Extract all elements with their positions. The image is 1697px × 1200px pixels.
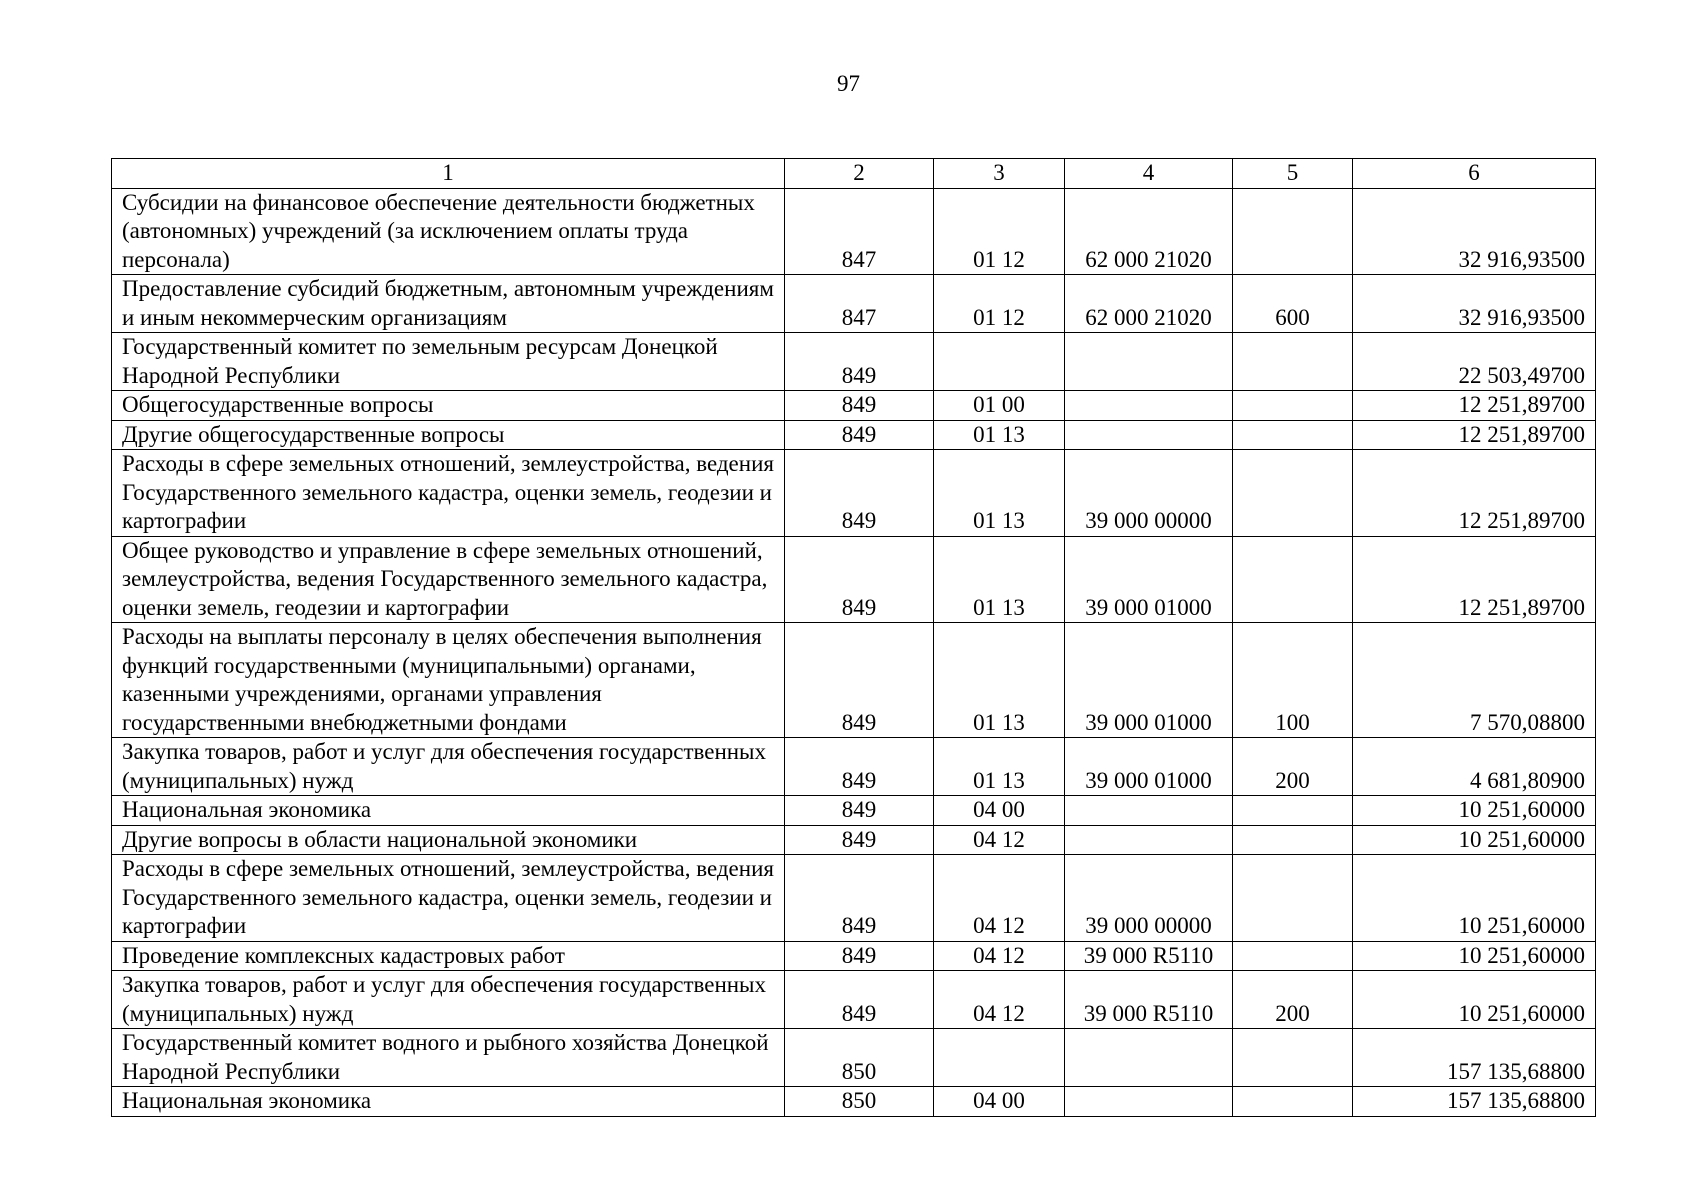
header-cell: 2 (785, 159, 934, 189)
table-row (112, 738, 1596, 796)
table-row (112, 275, 1596, 333)
amount-cell: 4 681,80900 (1353, 738, 1596, 796)
target-article-cell (1065, 796, 1233, 826)
table-row (112, 1029, 1596, 1087)
header-cell: 5 (1233, 159, 1353, 189)
target-article-cell: 39 000 R5110 (1065, 941, 1233, 971)
expense-type-cell (1233, 333, 1353, 391)
ministry-code-cell: 847 (785, 188, 934, 275)
target-article-cell: 39 000 00000 (1065, 450, 1233, 537)
table-body (112, 188, 1596, 1116)
ministry-code-cell: 849 (785, 825, 934, 855)
budget-table (111, 158, 1596, 1117)
target-article-cell: 39 000 00000 (1065, 855, 1233, 942)
amount-cell: 10 251,60000 (1353, 825, 1596, 855)
target-article-cell (1065, 825, 1233, 855)
table-row (112, 536, 1596, 623)
expense-type-cell (1233, 1087, 1353, 1117)
target-article-cell: 39 000 01000 (1065, 623, 1233, 738)
header-cell: 4 (1065, 159, 1233, 189)
section-code-cell: 01 12 (934, 188, 1065, 275)
ministry-code-cell: 847 (785, 275, 934, 333)
ministry-code-cell: 849 (785, 796, 934, 826)
target-article-cell (1065, 391, 1233, 421)
table-row (112, 188, 1596, 275)
section-code-cell: 01 00 (934, 391, 1065, 421)
table-row (112, 971, 1596, 1029)
item-name-cell: Другие вопросы в области национальной экономики (112, 825, 785, 855)
expense-type-cell (1233, 855, 1353, 942)
target-article-cell: 62 000 21020 (1065, 275, 1233, 333)
ministry-code-cell: 849 (785, 450, 934, 537)
section-code-cell: 04 12 (934, 855, 1065, 942)
section-code-cell: 04 12 (934, 825, 1065, 855)
item-name-cell: Государственный комитет водного и рыбного хозяйства Донецкой Народной Республики (112, 1029, 785, 1087)
header-cell: 6 (1353, 159, 1596, 189)
section-code-cell: 04 12 (934, 941, 1065, 971)
amount-cell: 12 251,89700 (1353, 420, 1596, 450)
expense-type-cell (1233, 450, 1353, 537)
expense-type-cell (1233, 188, 1353, 275)
expense-type-cell (1233, 941, 1353, 971)
item-name-cell: Расходы в сфере земельных отношений, землеустройства, ведения Государственного земельного кадастра, оценки земель, геодезии и картографии (112, 855, 785, 942)
expense-type-cell (1233, 796, 1353, 826)
item-name-cell: Расходы на выплаты персоналу в целях обеспечения выполнения функций государственными (муниципальными) органами, казенными учреждениями, органами управления государственными внебюджетными фондами (112, 623, 785, 738)
amount-cell: 10 251,60000 (1353, 796, 1596, 826)
amount-cell: 10 251,60000 (1353, 941, 1596, 971)
amount-cell: 157 135,68800 (1353, 1029, 1596, 1087)
ministry-code-cell: 849 (785, 420, 934, 450)
expense-type-cell: 100 (1233, 623, 1353, 738)
ministry-code-cell: 849 (785, 391, 934, 421)
page-number: 97 (837, 71, 860, 96)
ministry-code-cell: 849 (785, 623, 934, 738)
table-row (112, 391, 1596, 421)
ministry-code-cell: 849 (785, 536, 934, 623)
target-article-cell (1065, 420, 1233, 450)
ministry-code-cell: 849 (785, 738, 934, 796)
section-code-cell: 01 13 (934, 623, 1065, 738)
expense-type-cell (1233, 420, 1353, 450)
amount-cell: 12 251,89700 (1353, 536, 1596, 623)
expense-type-cell (1233, 1029, 1353, 1087)
ministry-code-cell: 850 (785, 1087, 934, 1117)
section-code-cell: 01 13 (934, 420, 1065, 450)
expense-type-cell: 200 (1233, 738, 1353, 796)
section-code-cell: 01 13 (934, 536, 1065, 623)
target-article-cell (1065, 1029, 1233, 1087)
expense-type-cell (1233, 825, 1353, 855)
section-code-cell: 04 00 (934, 1087, 1065, 1117)
target-article-cell (1065, 333, 1233, 391)
item-name-cell: Закупка товаров, работ и услуг для обеспечения государственных (муниципальных) нужд (112, 971, 785, 1029)
table-row (112, 623, 1596, 738)
item-name-cell: Расходы в сфере земельных отношений, землеустройства, ведения Государственного земельного кадастра, оценки земель, геодезии и картографии (112, 450, 785, 537)
ministry-code-cell: 849 (785, 333, 934, 391)
section-code-cell: 01 13 (934, 450, 1065, 537)
target-article-cell: 39 000 01000 (1065, 536, 1233, 623)
item-name-cell: Закупка товаров, работ и услуг для обеспечения государственных (муниципальных) нужд (112, 738, 785, 796)
target-article-cell: 39 000 01000 (1065, 738, 1233, 796)
amount-cell: 32 916,93500 (1353, 275, 1596, 333)
target-article-cell (1065, 1087, 1233, 1117)
amount-cell: 10 251,60000 (1353, 855, 1596, 942)
section-code-cell (934, 333, 1065, 391)
table-row (112, 420, 1596, 450)
target-article-cell: 39 000 R5110 (1065, 971, 1233, 1029)
item-name-cell: Общее руководство и управление в сфере земельных отношений, землеустройства, ведения Государственного земельного кадастра, оценки земель, геодезии и картографии (112, 536, 785, 623)
section-code-cell: 04 12 (934, 971, 1065, 1029)
table-row (112, 796, 1596, 826)
amount-cell: 22 503,49700 (1353, 333, 1596, 391)
expense-type-cell (1233, 391, 1353, 421)
item-name-cell: Государственный комитет по земельным ресурсам Донецкой Народной Республики (112, 333, 785, 391)
item-name-cell: Общегосударственные вопросы (112, 391, 785, 421)
ministry-code-cell: 849 (785, 855, 934, 942)
target-article-cell: 62 000 21020 (1065, 188, 1233, 275)
section-code-cell: 01 13 (934, 738, 1065, 796)
amount-cell: 32 916,93500 (1353, 188, 1596, 275)
section-code-cell (934, 1029, 1065, 1087)
expense-type-cell: 200 (1233, 971, 1353, 1029)
item-name-cell: Предоставление субсидий бюджетным, автономным учреждениям и иным некоммерческим организациям (112, 275, 785, 333)
item-name-cell: Национальная экономика (112, 796, 785, 826)
header-cell: 1 (112, 159, 785, 189)
header-cell: 3 (934, 159, 1065, 189)
header-row (112, 159, 1596, 189)
amount-cell: 12 251,89700 (1353, 391, 1596, 421)
ministry-code-cell: 850 (785, 1029, 934, 1087)
table-row (112, 1087, 1596, 1117)
table-row (112, 825, 1596, 855)
amount-cell: 10 251,60000 (1353, 971, 1596, 1029)
expense-type-cell (1233, 536, 1353, 623)
item-name-cell: Субсидии на финансовое обеспечение деятельности бюджетных (автономных) учреждений (за исключением оплаты труда персонала) (112, 188, 785, 275)
item-name-cell: Проведение комплексных кадастровых работ (112, 941, 785, 971)
table-row (112, 450, 1596, 537)
table-row (112, 941, 1596, 971)
amount-cell: 7 570,08800 (1353, 623, 1596, 738)
expense-type-cell: 600 (1233, 275, 1353, 333)
section-code-cell: 01 12 (934, 275, 1065, 333)
amount-cell: 157 135,68800 (1353, 1087, 1596, 1117)
section-code-cell: 04 00 (934, 796, 1065, 826)
ministry-code-cell: 849 (785, 941, 934, 971)
ministry-code-cell: 849 (785, 971, 934, 1029)
amount-cell: 12 251,89700 (1353, 450, 1596, 537)
table-row (112, 855, 1596, 942)
item-name-cell: Другие общегосударственные вопросы (112, 420, 785, 450)
item-name-cell: Национальная экономика (112, 1087, 785, 1117)
table-row (112, 333, 1596, 391)
